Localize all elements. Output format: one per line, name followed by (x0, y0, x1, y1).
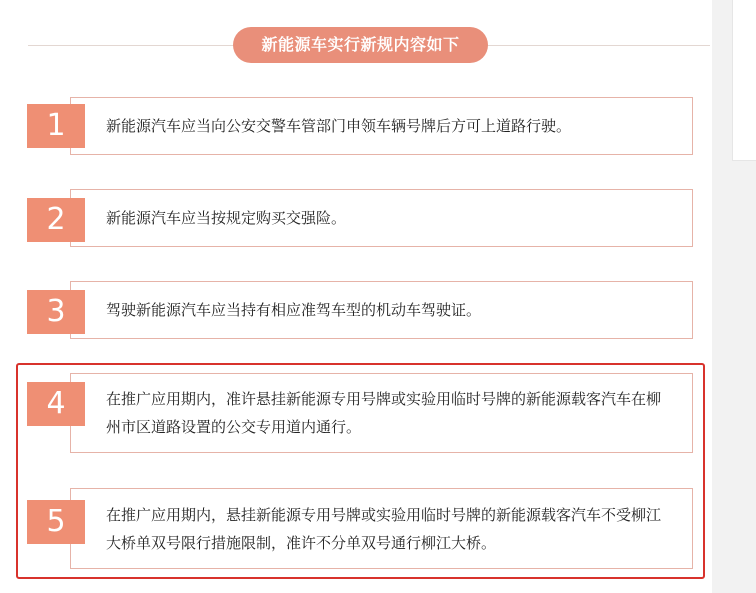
highlight-annotation-frame (16, 363, 705, 579)
rule-text-2: 新能源汽车应当按规定购买交强险。 (106, 209, 347, 227)
rule-number-2: 2 (27, 198, 85, 242)
rule-item-3 (70, 281, 693, 339)
section-title: 新能源车实行新规内容如下 (233, 27, 488, 63)
side-panel (732, 0, 756, 161)
rule-item-2 (70, 189, 693, 247)
rule-text-5: 在推广应用期内，悬挂新能源专用号牌或实验用临时号牌的新能源载客汽车不受柳江大桥单双号限行措施限制，准许不分单双号通行柳江大桥。 (106, 505, 662, 552)
rule-text-4: 在推广应用期内，准许悬挂新能源专用号牌或实验用临时号牌的新能源载客汽车在柳州市区道路设置的公交专用道内通行。 (106, 390, 662, 436)
rule-number-5: 5 (27, 500, 85, 544)
rule-number-4: 4 (27, 382, 85, 426)
rule-number-3: 3 (27, 290, 85, 334)
rule-text-3: 驾驶新能源汽车应当持有相应准驾车型的机动车驾驶证。 (106, 301, 482, 319)
rule-text-1: 新能源汽车应当向公安交警车管部门申领车辆号牌后方可上道路行驶。 (106, 117, 572, 135)
rule-item-1 (70, 97, 693, 155)
rule-number-1: 1 (27, 104, 85, 148)
